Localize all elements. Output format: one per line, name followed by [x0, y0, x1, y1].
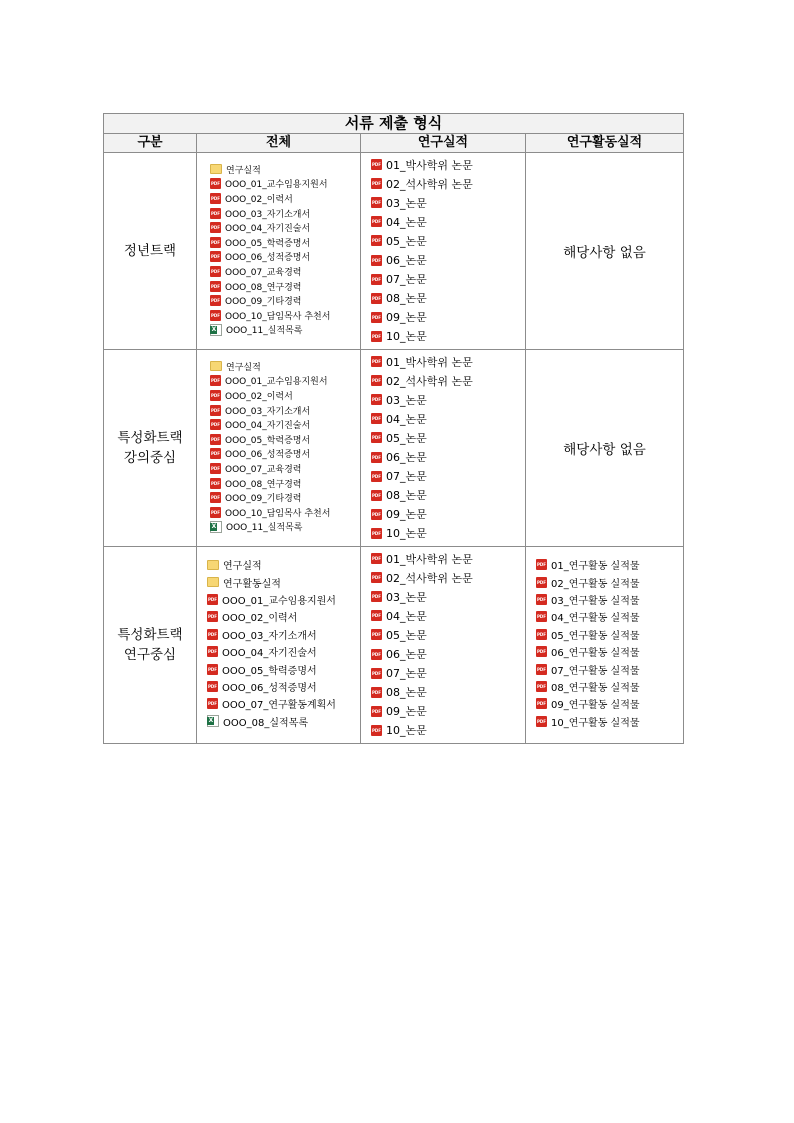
activity-cell: 해당사항 없음 [526, 350, 684, 547]
folder-icon [207, 577, 219, 587]
research-cell [361, 350, 526, 547]
file-name: OOO_04_자기진술서 [222, 648, 317, 660]
file-item [207, 643, 360, 660]
file-item [210, 374, 360, 389]
activity-cell: 해당사항 없음 [526, 153, 684, 350]
file-list [197, 547, 360, 736]
pdf-icon [210, 405, 221, 416]
file-name: 07_논문 [386, 667, 427, 681]
file-name: 04_연구활동 실적물 [551, 613, 640, 625]
pdf-icon [210, 208, 221, 219]
table-title: 서류 제출 형식 [104, 114, 684, 134]
file-item [371, 250, 525, 269]
category-cell [104, 350, 197, 547]
file-name: OOO_02_이력서 [222, 613, 298, 625]
pdf-icon [210, 237, 221, 248]
pdf-icon [371, 235, 382, 246]
excel-icon [207, 715, 219, 727]
file-item [536, 678, 683, 695]
pdf-icon [210, 310, 221, 321]
pdf-icon [210, 222, 221, 233]
file-item [371, 524, 525, 543]
pdf-icon [371, 610, 382, 621]
file-item [371, 467, 525, 486]
file-name: OOO_06_성적증명서 [222, 682, 317, 694]
file-name: OOO_07_교육경력 [225, 464, 302, 475]
file-name: OOO_04_자기진술서 [225, 421, 311, 432]
file-name: OOO_03_자기소개서 [222, 630, 317, 642]
file-name: OOO_09_기타경력 [225, 494, 302, 505]
pdf-icon [536, 664, 547, 675]
file-name: OOO_06_성적증명서 [225, 253, 311, 264]
file-name: 07_논문 [386, 273, 427, 287]
file-item [371, 428, 525, 447]
file-item [207, 713, 360, 730]
pdf-icon [371, 528, 382, 539]
file-name: 03_논문 [386, 196, 427, 210]
pdf-icon [207, 629, 218, 640]
research-cell [361, 153, 526, 350]
file-item [210, 191, 360, 206]
file-name: 연구실적 [223, 561, 262, 573]
pdf-icon [371, 706, 382, 717]
file-name: OOO_04_자기진술서 [225, 224, 311, 235]
file-item [210, 206, 360, 221]
pdf-icon [207, 698, 218, 709]
category-line: 연구중심 [123, 647, 177, 663]
file-item [210, 505, 360, 520]
pdf-icon [536, 559, 547, 570]
file-item [210, 447, 360, 462]
header-research: 연구실적 [361, 134, 526, 153]
file-item [371, 721, 525, 740]
pdf-icon [210, 251, 221, 262]
file-name: 09_연구활동 실적물 [551, 700, 640, 712]
pdf-icon [371, 649, 382, 660]
file-item [210, 403, 360, 418]
file-name: OOO_02_이력서 [225, 194, 293, 205]
file-item [210, 293, 360, 308]
file-name: OOO_07_교육경력 [225, 267, 302, 278]
pdf-icon [371, 725, 382, 736]
pdf-icon [371, 490, 382, 501]
file-item [371, 231, 525, 250]
pdf-icon [371, 591, 382, 602]
pdf-icon [371, 413, 382, 424]
file-item [536, 626, 683, 643]
file-item [207, 678, 360, 695]
file-item [371, 664, 525, 683]
header-category: 구분 [104, 134, 197, 153]
file-item [210, 461, 360, 476]
pdf-icon [536, 646, 547, 657]
file-item [536, 695, 683, 712]
file-item [210, 388, 360, 403]
header-all: 전체 [197, 134, 361, 153]
file-item [371, 644, 525, 663]
pdf-icon [536, 681, 547, 692]
table-row-tenure [104, 153, 684, 350]
file-name: 06_논문 [386, 648, 427, 662]
file-item [536, 591, 683, 608]
pdf-icon [536, 716, 547, 727]
pdf-icon [207, 594, 218, 605]
pdf-icon [210, 507, 221, 518]
file-item [371, 568, 525, 587]
file-item [210, 520, 360, 535]
file-item [371, 371, 525, 390]
category-line: 강의중심 [123, 450, 177, 466]
file-name: 08_논문 [386, 686, 427, 700]
file-item [371, 352, 525, 371]
file-item [536, 556, 683, 573]
file-name: 05_논문 [386, 234, 427, 248]
file-item [210, 432, 360, 447]
file-name: OOO_01_교수임용지원서 [222, 595, 336, 607]
file-name: OOO_03_자기소개서 [225, 406, 311, 417]
table-row-research [104, 547, 684, 744]
pdf-icon [371, 159, 382, 170]
file-item [210, 417, 360, 432]
category-line: 특성화트랙 [117, 627, 183, 643]
pdf-icon [210, 419, 221, 430]
pdf-icon [371, 394, 382, 405]
file-item [371, 327, 525, 346]
excel-icon [210, 324, 222, 336]
pdf-icon [210, 178, 221, 189]
file-item [210, 264, 360, 279]
pdf-icon [210, 375, 221, 386]
pdf-icon [371, 178, 382, 189]
file-name: OOO_05_학력증명서 [225, 238, 311, 249]
file-name: OOO_10_담임목사 추천서 [225, 311, 331, 322]
pdf-icon [371, 572, 382, 583]
research-file-list [361, 350, 525, 545]
all-files-cell [197, 153, 361, 350]
file-item [207, 608, 360, 625]
pdf-icon [371, 331, 382, 342]
category-cell [104, 153, 197, 350]
pdf-icon [536, 698, 547, 709]
file-name: 09_논문 [386, 311, 427, 325]
file-name: 03_논문 [386, 393, 427, 407]
pdf-icon [210, 193, 221, 204]
file-name: OOO_07_연구활동계획서 [222, 700, 336, 712]
pdf-icon [210, 492, 221, 503]
file-item [371, 606, 525, 625]
file-item [207, 695, 360, 712]
file-item [536, 643, 683, 660]
research-file-list [361, 547, 525, 742]
pdf-icon [536, 629, 547, 640]
file-name: 02_연구활동 실적물 [551, 578, 640, 590]
pdf-icon [210, 434, 221, 445]
all-files-cell [197, 350, 361, 547]
category-line: 정년트랙 [123, 243, 177, 259]
file-name: 08_논문 [386, 292, 427, 306]
file-name: 연구실적 [226, 362, 261, 373]
file-name: 02_석사학위 논문 [386, 571, 473, 585]
file-item [536, 608, 683, 625]
research-file-list [361, 153, 525, 348]
file-item [371, 193, 525, 212]
file-name: 03_논문 [386, 590, 427, 604]
file-item [371, 447, 525, 466]
file-item [210, 235, 360, 250]
pdf-icon [371, 509, 382, 520]
pdf-icon [371, 452, 382, 463]
file-name: OOO_03_자기소개서 [225, 209, 311, 220]
file-name: 02_석사학위 논문 [386, 177, 473, 191]
file-name: OOO_01_교수임용지원서 [225, 180, 328, 191]
pdf-icon [207, 611, 218, 622]
file-name: OOO_08_연구경력 [225, 479, 302, 490]
file-item [210, 162, 360, 177]
file-item [371, 308, 525, 327]
file-item [371, 174, 525, 193]
research-cell [361, 547, 526, 744]
file-item [207, 556, 360, 573]
folder-icon [207, 560, 219, 570]
file-item [207, 660, 360, 677]
pdf-icon [207, 664, 218, 675]
folder-icon [210, 361, 222, 371]
file-name: 연구활동실적 [223, 578, 281, 590]
pdf-icon [371, 255, 382, 266]
pdf-icon [371, 274, 382, 285]
pdf-icon [371, 629, 382, 640]
file-item [210, 308, 360, 323]
file-name: 03_연구활동 실적물 [551, 595, 640, 607]
file-item [210, 490, 360, 505]
pdf-icon [371, 432, 382, 443]
file-name: OOO_08_연구경력 [225, 282, 302, 293]
file-item [536, 713, 683, 730]
file-item [207, 573, 360, 590]
file-name: OOO_10_담임목사 추천서 [225, 508, 331, 519]
pdf-icon [536, 611, 547, 622]
category-line: 특성화트랙 [117, 430, 183, 446]
file-name: 10_논문 [386, 724, 427, 738]
file-item [371, 409, 525, 428]
file-name: 05_연구활동 실적물 [551, 630, 640, 642]
file-item [207, 626, 360, 643]
file-name: 04_논문 [386, 609, 427, 623]
pdf-icon [210, 281, 221, 292]
file-name: 06_연구활동 실적물 [551, 648, 640, 660]
file-name: OOO_06_성적증명서 [225, 450, 311, 461]
pdf-icon [371, 293, 382, 304]
all-files-cell [197, 547, 361, 744]
pdf-icon [371, 687, 382, 698]
excel-icon [210, 521, 222, 533]
file-name: 08_연구활동 실적물 [551, 682, 640, 694]
file-name: OOO_09_기타경력 [225, 297, 302, 308]
file-item [371, 549, 525, 568]
pdf-icon [371, 312, 382, 323]
file-item [210, 250, 360, 265]
file-item [371, 289, 525, 308]
file-name: 07_연구활동 실적물 [551, 665, 640, 677]
file-name: OOO_01_교수임용지원서 [225, 377, 328, 388]
file-item [371, 702, 525, 721]
file-name: 06_논문 [386, 254, 427, 268]
file-name: 09_논문 [386, 508, 427, 522]
file-item [371, 212, 525, 231]
file-item [207, 591, 360, 608]
file-name: 01_박사학위 논문 [386, 355, 473, 369]
file-name: OOO_08_실적목록 [223, 717, 308, 729]
file-name: 04_논문 [386, 412, 427, 426]
file-list [197, 153, 360, 343]
file-item [371, 486, 525, 505]
file-name: 02_석사학위 논문 [386, 374, 473, 388]
pdf-icon [371, 197, 382, 208]
file-name: OOO_11_실적목록 [226, 326, 303, 337]
pdf-icon [536, 577, 547, 588]
file-name: 05_논문 [386, 431, 427, 445]
file-item [371, 270, 525, 289]
file-item [371, 155, 525, 174]
file-item [210, 220, 360, 235]
file-name: 05_논문 [386, 628, 427, 642]
file-name: 01_연구활동 실적물 [551, 561, 640, 573]
file-name: OOO_05_학력증명서 [222, 665, 317, 677]
file-item [210, 476, 360, 491]
pdf-icon [536, 594, 547, 605]
activity-file-list [526, 547, 683, 736]
activity-cell [526, 547, 684, 744]
file-item [371, 625, 525, 644]
folder-icon [210, 164, 222, 174]
file-item [536, 660, 683, 677]
file-name: OOO_05_학력증명서 [225, 435, 311, 446]
file-name: 07_논문 [386, 470, 427, 484]
file-name: 10_논문 [386, 330, 427, 344]
file-item [371, 683, 525, 702]
submission-format-table [103, 113, 684, 744]
file-item [371, 390, 525, 409]
pdf-icon [210, 478, 221, 489]
file-item [536, 573, 683, 590]
file-item [210, 177, 360, 192]
table-row-lecture [104, 350, 684, 547]
pdf-icon [210, 295, 221, 306]
file-item [210, 279, 360, 294]
file-name: 10_연구활동 실적물 [551, 717, 640, 729]
file-name: 연구실적 [226, 165, 261, 176]
pdf-icon [371, 216, 382, 227]
file-list [197, 350, 360, 540]
pdf-icon [207, 681, 218, 692]
file-name: 01_박사학위 논문 [386, 552, 473, 566]
file-item [210, 359, 360, 374]
pdf-icon [207, 646, 218, 657]
pdf-icon [371, 356, 382, 367]
file-name: 04_논문 [386, 215, 427, 229]
file-name: OOO_11_실적목록 [226, 523, 303, 534]
file-item [371, 505, 525, 524]
file-item [371, 587, 525, 606]
pdf-icon [210, 266, 221, 277]
pdf-icon [371, 668, 382, 679]
pdf-icon [210, 390, 221, 401]
file-name: 06_논문 [386, 451, 427, 465]
pdf-icon [371, 471, 382, 482]
file-item [210, 323, 360, 338]
file-name: 09_논문 [386, 705, 427, 719]
header-activity: 연구활동실적 [526, 134, 684, 153]
file-name: 10_논문 [386, 527, 427, 541]
category-cell [104, 547, 197, 744]
file-name: 08_논문 [386, 489, 427, 503]
file-name: OOO_02_이력서 [225, 391, 293, 402]
pdf-icon [210, 448, 221, 459]
file-name: 01_박사학위 논문 [386, 158, 473, 172]
pdf-icon [210, 463, 221, 474]
pdf-icon [371, 375, 382, 386]
pdf-icon [371, 553, 382, 564]
